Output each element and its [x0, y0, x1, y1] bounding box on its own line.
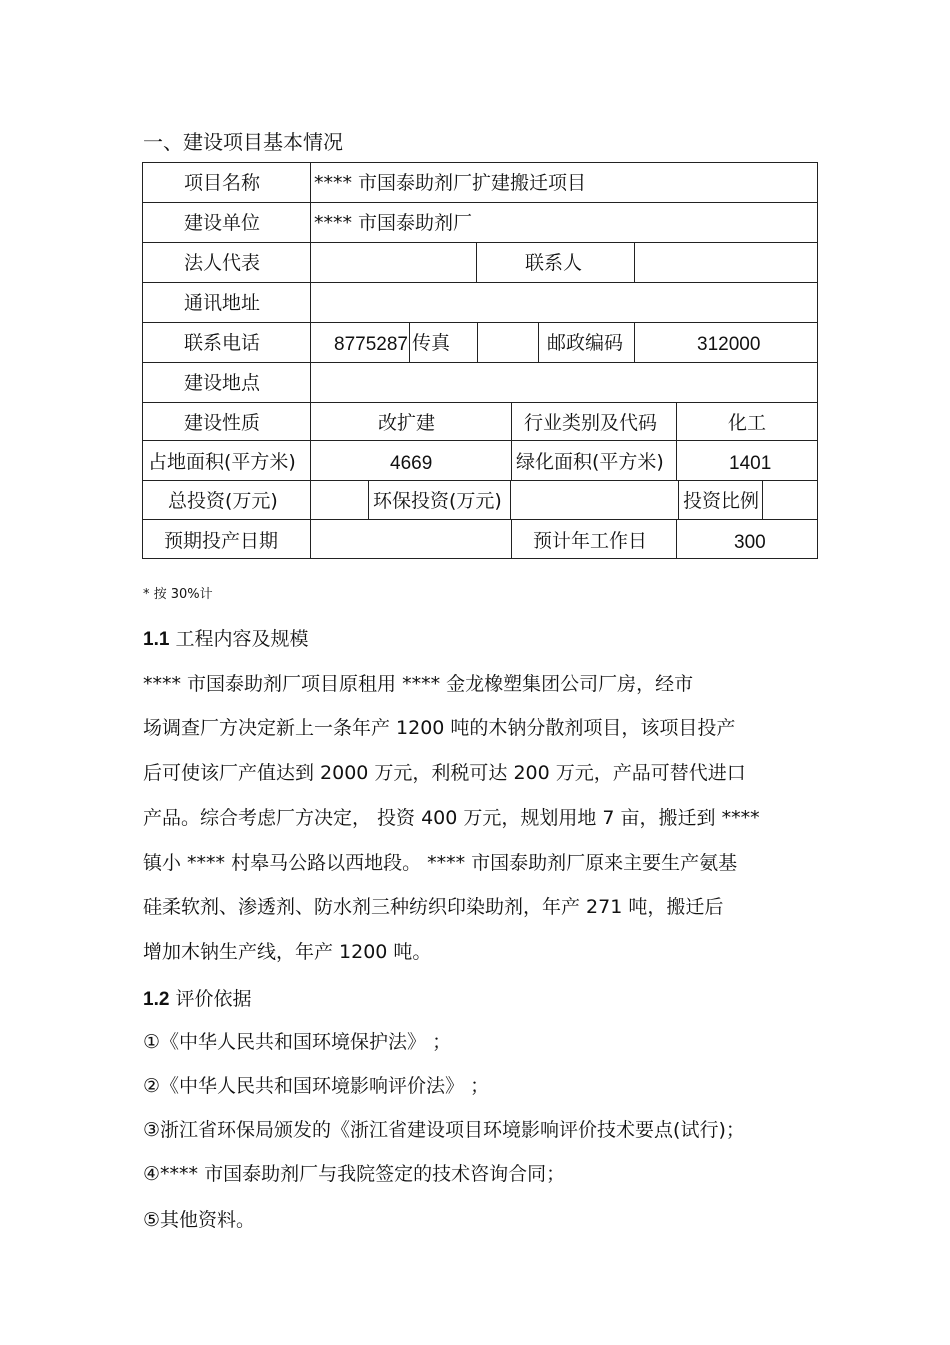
column-divider [676, 519, 677, 559]
footnote: * 按 30%计 [143, 587, 213, 602]
column-divider [678, 480, 679, 519]
para-line: 增加木钠生产线，年产 1200 吨。 [143, 941, 432, 963]
industry-value: 化工 [728, 412, 767, 434]
section-title: 一、建设项目基本情况 [143, 130, 343, 154]
reference-item: ⑤其他资料。 [143, 1209, 256, 1231]
row-divider [142, 402, 818, 403]
subsection-title: 评价依据 [175, 988, 252, 1010]
fax-label: 传真 [412, 332, 451, 354]
phone-value: 8775287 [334, 334, 408, 355]
column-divider [476, 242, 477, 282]
reference-item: ①《中华人民共和国环境保护法》 ； [143, 1031, 452, 1053]
postcode-label: 邮政编码 [547, 332, 624, 354]
para-line: 产品。综合考虑厂方决定， 投资 400 万元，规划用地 7 亩，搬迁到 **** [143, 807, 760, 829]
subsection-title: 工程内容及规模 [175, 628, 309, 650]
column-divider [634, 242, 635, 282]
column-divider [676, 402, 677, 480]
nature-value: 改扩建 [378, 412, 436, 434]
address-label: 通讯地址 [184, 292, 261, 314]
row-divider [142, 242, 818, 243]
legal-rep-label: 法人代表 [184, 252, 261, 274]
row-divider [142, 282, 818, 283]
work-days-label: 预计年工作日 [533, 530, 648, 552]
column-divider [634, 322, 635, 362]
reference-item: ③浙江省环保局颁发的《浙江省建设项目环境影响评价技术要点(试行)； [143, 1119, 745, 1141]
para-line: 硅柔软剂、渗透剂、防水剂三种纺织印染助剂，年产 271 吨，搬迁后 [143, 896, 724, 918]
para-line: **** 市国泰助剂厂项目原租用 **** 金龙橡塑集团公司厂房，经市 [143, 673, 694, 695]
column-divider [511, 402, 512, 480]
area-value: 4669 [390, 453, 433, 474]
column-divider [511, 519, 512, 559]
row-divider [142, 322, 818, 323]
subsection-number: 1.1 [143, 629, 170, 650]
green-area-value: 1401 [729, 453, 772, 474]
subsection-heading-1-2 [143, 984, 251, 1011]
column-divider [538, 322, 539, 362]
location-label: 建设地点 [184, 372, 261, 394]
para-line: 场调查厂方决定新上一条年产 1200 吨的木钠分散剂项目，该项目投产 [143, 717, 736, 739]
reference-item: ②《中华人民共和国环境影响评价法》 ； [143, 1075, 490, 1097]
phone-label: 联系电话 [184, 332, 261, 354]
start-date-label: 预期投产日期 [164, 530, 279, 552]
green-area-label: 绿化面积(平方米) [516, 451, 664, 473]
nature-label: 建设性质 [184, 412, 261, 434]
row-divider [142, 202, 818, 203]
subsection-number: 1.2 [143, 989, 170, 1010]
column-divider [310, 162, 311, 559]
column-divider [409, 322, 410, 362]
column-divider [477, 322, 478, 362]
unit-value: **** 市国泰助剂厂 [314, 212, 473, 234]
para-line: 镇小 **** 村皋马公路以西地段。 **** 市国泰助剂厂原来主要生产氨基 [143, 852, 738, 874]
column-divider [510, 480, 511, 519]
postcode-value: 312000 [697, 334, 761, 355]
para-line: 后可使该厂产值达到 2000 万元，利税可达 200 万元，产品可替代进口 [143, 762, 746, 784]
industry-label: 行业类别及代码 [524, 412, 658, 434]
row-divider [142, 362, 818, 363]
env-invest-label: 环保投资(万元) [373, 490, 502, 512]
reference-item: ④**** 市国泰助剂厂与我院签定的技术咨询合同； [143, 1163, 566, 1185]
work-days-value: 300 [734, 532, 766, 553]
row-divider [142, 440, 818, 441]
area-label: 占地面积(平方米) [148, 451, 296, 473]
column-divider [762, 480, 763, 519]
project-name-value: **** 市国泰助剂厂扩建搬迁项目 [314, 172, 587, 194]
unit-label: 建设单位 [184, 212, 261, 234]
row-divider [142, 480, 818, 481]
column-divider [368, 480, 369, 519]
ratio-label: 投资比例 [683, 490, 760, 512]
contact-label: 联系人 [525, 252, 583, 274]
total-invest-label: 总投资(万元) [168, 490, 278, 512]
row-divider [142, 519, 818, 520]
subsection-heading-1-1 [143, 624, 308, 651]
project-name-label: 项目名称 [184, 172, 261, 194]
project-info-table [142, 162, 818, 559]
